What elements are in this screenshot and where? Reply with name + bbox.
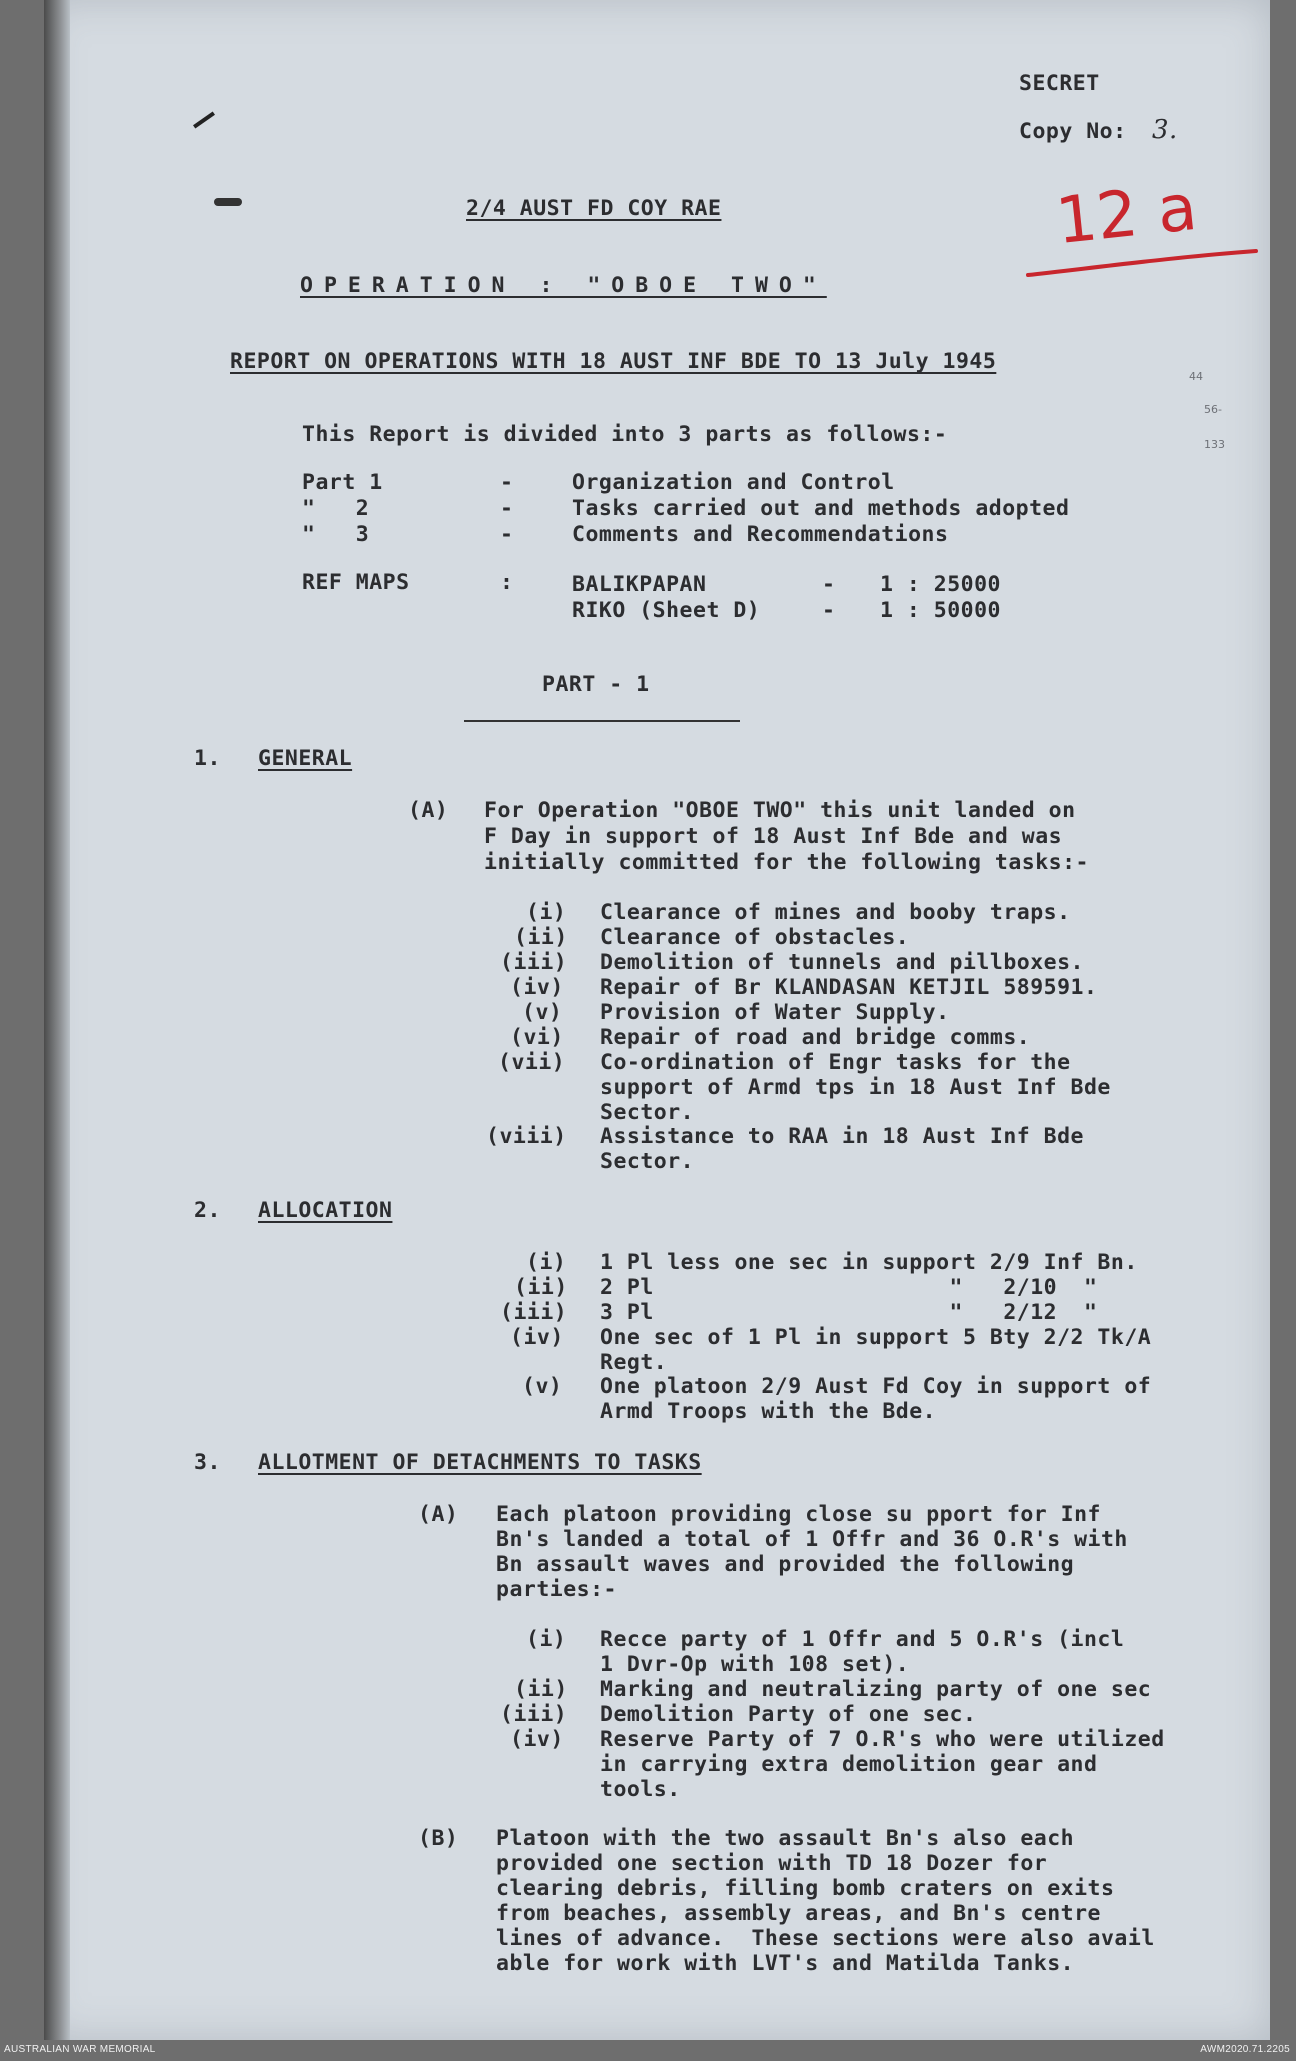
footer-archive-name: AUSTRALIAN WAR MEMORIAL (4, 2044, 156, 2055)
copy-number-label: Copy No: (1019, 119, 1127, 144)
section-title-general: GENERAL (258, 746, 353, 771)
item-text: Regt. (600, 1350, 668, 1375)
item-number: (ii) (514, 925, 568, 950)
part-dash: - (500, 496, 514, 521)
part-label: " 3 (302, 522, 370, 547)
item-number: (iv) (510, 1727, 564, 1752)
item-text: Clearance of mines and booby traps. (600, 900, 1071, 925)
ref-maps-label: REF MAPS (302, 570, 410, 595)
item-number: (vii) (498, 1050, 566, 1075)
section-number: 2. (194, 1198, 221, 1223)
item-text: in carrying extra demolition gear and (600, 1752, 1098, 1777)
item-number: (iv) (510, 975, 564, 1000)
item-number: (ii) (514, 1275, 568, 1300)
item-number: (viii) (486, 1124, 567, 1149)
paragraph-line: For Operation "OBOE TWO" this unit landed on (484, 798, 1076, 823)
item-text: Armd Troops with the Bde. (600, 1399, 937, 1424)
map-scale: 1 : 50000 (880, 598, 1001, 623)
item-text: Recce party of 1 Offr and 5 O.R's (incl (600, 1627, 1125, 1652)
item-text: Sector. (600, 1100, 695, 1125)
paragraph-line: Each platoon providing close su pport for Inf (496, 1502, 1101, 1527)
item-text: Sector. (600, 1149, 695, 1174)
file-mark-handwritten: 12 a (1052, 170, 1201, 260)
pencil-annotation-3: 133 (1204, 438, 1225, 451)
ref-maps-colon: : (500, 570, 514, 595)
part-description: Comments and Recommendations (572, 522, 949, 547)
map-dash: - (822, 572, 836, 597)
map-scale: 1 : 25000 (880, 572, 1001, 597)
part-dash: - (500, 470, 514, 495)
item-text: 1 Pl less one sec in support 2/9 Inf Bn. (600, 1250, 1138, 1275)
paragraph-line: Platoon with the two assault Bn's also each (496, 1826, 1075, 1851)
item-number: (v) (522, 1374, 563, 1399)
part-heading-rule (464, 720, 740, 722)
paragraph-label: (A) (418, 1502, 459, 1527)
item-text: 1 Dvr-Op with 108 set). (600, 1652, 910, 1677)
item-text: One sec of 1 Pl in support 5 Bty 2/2 Tk/A (600, 1325, 1152, 1350)
item-text: Provision of Water Supply. (600, 1000, 950, 1025)
item-text: Demolition of tunnels and pillboxes. (600, 950, 1084, 975)
map-dash: - (822, 598, 836, 623)
item-number: (iii) (500, 1702, 568, 1727)
item-number: (i) (526, 1250, 567, 1275)
item-text: 3 Pl " 2/12 " (600, 1300, 1098, 1325)
classification-label: SECRET (1019, 71, 1100, 96)
item-text: Repair of Br KLANDASAN KETJIL 589591. (600, 975, 1098, 1000)
part-dash: - (500, 522, 514, 547)
intro-text: This Report is divided into 3 parts as follows:- (302, 422, 948, 447)
ink-mark (193, 111, 215, 128)
item-number: (ii) (514, 1677, 568, 1702)
pencil-annotation-2: 56- (1204, 403, 1222, 416)
paragraph-line: lines of advance. These sections were also avail (496, 1926, 1155, 1951)
paragraph-line: F Day in support of 18 Aust Inf Bde and was (484, 824, 1063, 849)
unit-title: 2/4 AUST FD COY RAE (466, 196, 722, 221)
section-title-allocation: ALLOCATION (258, 1198, 393, 1223)
item-number: (i) (526, 1627, 567, 1652)
item-text: support of Armd tps in 18 Aust Inf Bde (600, 1075, 1111, 1100)
item-text: Demolition Party of one sec. (600, 1702, 977, 1727)
item-text: Assistance to RAA in 18 Aust Inf Bde (600, 1124, 1084, 1149)
copy-number-value: 3. (1152, 115, 1178, 145)
item-text: tools. (600, 1777, 681, 1802)
paragraph-line: Bn assault waves and provided the following (496, 1552, 1075, 1577)
paragraph-line: Bn's landed a total of 1 Offr and 36 O.R's with (496, 1527, 1128, 1552)
paragraph-line: initially committed for the following tasks:- (484, 850, 1089, 875)
paragraph-line: clearing debris, filling bomb craters on exits (496, 1876, 1115, 1901)
item-text: Reserve Party of 7 O.R's who were utilized (600, 1727, 1165, 1752)
item-number: (v) (522, 1000, 563, 1025)
item-number: (iii) (500, 950, 568, 975)
operation-title: OPERATION : "OBOE TWO" (300, 273, 827, 298)
item-number: (iii) (500, 1300, 568, 1325)
part-description: Organization and Control (572, 470, 895, 495)
paragraph-label: (B) (418, 1826, 459, 1851)
paragraph-line: parties:- (496, 1577, 617, 1602)
document-page (44, 0, 1270, 2040)
item-text: Clearance of obstacles. (600, 925, 910, 950)
item-number: (i) (526, 900, 567, 925)
part-heading: PART - 1 (542, 672, 650, 697)
part-label: " 2 (302, 496, 370, 521)
part-label: Part 1 (302, 470, 383, 495)
footer-accession-number: AWM2020.71.2205 (1200, 2044, 1290, 2055)
red-pen-underline (1024, 245, 1264, 285)
item-number: (vi) (510, 1025, 564, 1050)
item-text: One platoon 2/9 Aust Fd Coy in support of (600, 1374, 1152, 1399)
section-number: 3. (194, 1450, 221, 1475)
item-text: Repair of road and bridge comms. (600, 1025, 1031, 1050)
item-text: Co-ordination of Engr tasks for the (600, 1050, 1071, 1075)
map-name: RIKO (Sheet D) (572, 598, 761, 623)
item-number: (iv) (510, 1325, 564, 1350)
paragraph-line: provided one section with TD 18 Dozer for (496, 1851, 1048, 1876)
page-binding-edge (44, 0, 70, 2040)
pencil-annotation-1: 44 (1189, 370, 1203, 383)
item-text: 2 Pl " 2/10 " (600, 1275, 1098, 1300)
part-description: Tasks carried out and methods adopted (572, 496, 1070, 521)
paragraph-label: (A) (408, 798, 449, 823)
paragraph-line: from beaches, assembly areas, and Bn's centre (496, 1901, 1101, 1926)
report-title: REPORT ON OPERATIONS WITH 18 AUST INF BDE TO 13 July 1945 (230, 349, 997, 374)
map-name: BALIKPAPAN (572, 572, 707, 597)
section-title-allotment: ALLOTMENT OF DETACHMENTS TO TASKS (258, 1450, 702, 1475)
section-number: 1. (194, 746, 221, 771)
ink-blot (214, 198, 242, 206)
item-text: Marking and neutralizing party of one sec (600, 1677, 1152, 1702)
paragraph-line: able for work with LVT's and Matilda Tanks. (496, 1951, 1075, 1976)
